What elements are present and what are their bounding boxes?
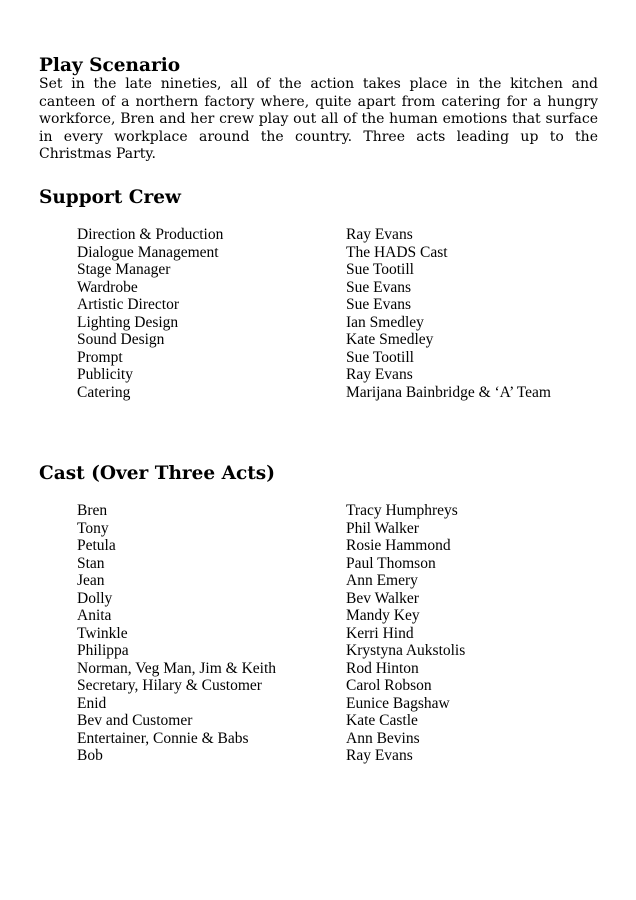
- cast-person: Kate Castle: [346, 712, 418, 729]
- cast-role: Anita: [77, 607, 112, 624]
- cast-person: Bev Walker: [346, 589, 419, 607]
- crew-role: Prompt: [77, 348, 123, 366]
- crew-person: Sue Evans: [346, 278, 412, 296]
- cast-row: [77, 625, 607, 643]
- crew-row: [77, 244, 607, 262]
- crew-row: [77, 366, 607, 384]
- support-crew-heading: Support Crew: [39, 187, 181, 208]
- cast-row: [77, 677, 607, 695]
- scenario-paragraph: Set in the late nineties, all of the action takes place in the kitchen and canteen of a northern factory where, quite apart from catering for a hungry workforce, Bren and her crew play out all of the human emotions that surface in every workplace around the country. Three acts leading up to the Christmas Party.: [39, 76, 598, 162]
- cast-person: Mandy Key: [346, 607, 420, 624]
- crew-person: Sue Evans: [346, 296, 412, 313]
- crew-role: Direction & Production: [77, 226, 224, 243]
- crew-role: Artistic Director: [77, 296, 180, 313]
- crew-person: Ray Evans: [346, 226, 413, 243]
- crew-person: Kate Smedley: [346, 331, 434, 348]
- cast-role: Norman, Veg Man, Jim & Keith: [77, 659, 277, 677]
- cast-role: Dolly: [77, 589, 113, 607]
- cast-row: [77, 555, 607, 573]
- cast-row: [77, 695, 607, 713]
- crew-row: [77, 261, 607, 279]
- cast-row: [77, 607, 607, 625]
- cast-role: Tony: [77, 519, 109, 537]
- crew-person: Ray Evans: [346, 366, 413, 383]
- crew-person: The HADS Cast: [346, 243, 448, 261]
- crew-role: Catering: [77, 383, 131, 401]
- cast-row: [77, 660, 607, 678]
- cast-role: Bren: [77, 502, 108, 519]
- cast-heading: Cast (Over Three Acts): [39, 463, 275, 484]
- cast-person: Rod Hinton: [346, 659, 419, 677]
- cast-person: Carol Robson: [346, 677, 432, 694]
- cast-person: Ann Emery: [346, 572, 418, 589]
- cast-person: Eunice Bagshaw: [346, 694, 450, 712]
- cast-role: Philippa: [77, 642, 129, 659]
- cast-role: Secretary, Hilary & Customer: [77, 677, 262, 694]
- cast-person: Phil Walker: [346, 519, 419, 537]
- cast-role: Stan: [77, 554, 105, 572]
- cast-role: Bev and Customer: [77, 712, 193, 729]
- cast-list: [77, 502, 607, 765]
- cast-person: Ray Evans: [346, 747, 413, 764]
- crew-role: Stage Manager: [77, 261, 171, 278]
- cast-row: [77, 537, 607, 555]
- cast-row: [77, 572, 607, 590]
- cast-person: Tracy Humphreys: [346, 502, 458, 519]
- crew-role: Lighting Design: [77, 313, 179, 331]
- crew-row: [77, 331, 607, 349]
- cast-row: [77, 642, 607, 660]
- crew-row: [77, 349, 607, 367]
- cast-role: Enid: [77, 694, 107, 712]
- cast-person: Kerri Hind: [346, 624, 414, 642]
- crew-row: [77, 296, 607, 314]
- crew-row: [77, 384, 607, 402]
- cast-role: Entertainer, Connie & Babs: [77, 729, 249, 747]
- crew-person: Ian Smedley: [346, 313, 424, 331]
- crew-person: Sue Tootill: [346, 348, 414, 366]
- cast-person: Paul Thomson: [346, 554, 436, 572]
- crew-role: Publicity: [77, 366, 133, 383]
- cast-row: [77, 712, 607, 730]
- cast-person: Rosie Hammond: [346, 537, 451, 554]
- cast-person: Ann Bevins: [346, 729, 420, 747]
- crew-role: Sound Design: [77, 331, 165, 348]
- scenario-heading: Play Scenario: [39, 55, 181, 76]
- cast-role: Twinkle: [77, 624, 128, 642]
- crew-row: [77, 226, 607, 244]
- cast-role: Jean: [77, 572, 105, 589]
- crew-role: Wardrobe: [77, 278, 138, 296]
- cast-row: [77, 590, 607, 608]
- crew-person: Sue Tootill: [346, 261, 414, 278]
- cast-row: [77, 502, 607, 520]
- cast-role: Bob: [77, 747, 103, 764]
- cast-role: Petula: [77, 537, 116, 554]
- support-crew-list: [77, 226, 607, 401]
- crew-person: Marijana Bainbridge & ‘A’ Team: [346, 383, 551, 401]
- cast-person: Krystyna Aukstolis: [346, 642, 466, 659]
- cast-row: [77, 730, 607, 748]
- crew-row: [77, 279, 607, 297]
- crew-row: [77, 314, 607, 332]
- cast-row: [77, 747, 607, 765]
- cast-row: [77, 520, 607, 538]
- crew-role: Dialogue Management: [77, 243, 219, 261]
